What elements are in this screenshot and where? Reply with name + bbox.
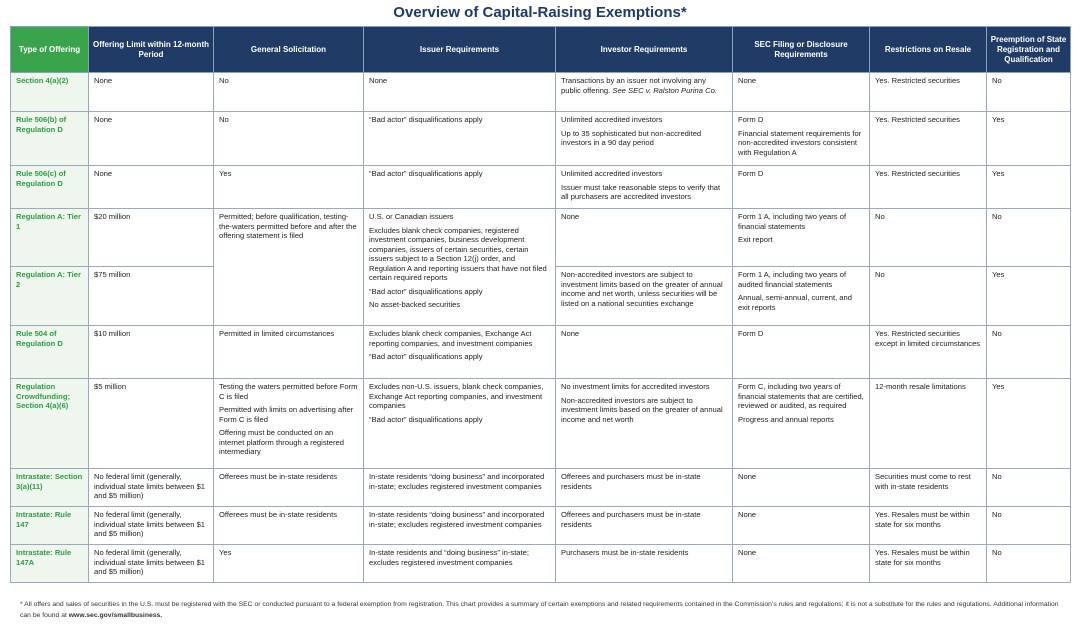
table-row <box>11 326 1071 379</box>
investor-cell: Non-accredited investors are subject to investment limits based on the greater of annual income and net worth, unless securities will be listed on a national securities exchange <box>556 267 733 326</box>
filing-cell: Form 1 A, including two years of audited financial statements Annual, semi-annual, current, and exit reports <box>733 267 870 326</box>
issuer-cell: In-state residents “doing business” and incorporated in-state; excludes registered investment companies <box>364 507 556 545</box>
filing-cell: Form C, including two years of financial statements that are certified, reviewed or audited, as required Progress and annual reports <box>733 379 870 469</box>
offering-name: Rule 506(c) of Regulation D <box>11 166 89 209</box>
investor-cell: Unlimited accredited investors Up to 35 sophisticated but non-accredited investors in a 90 day period <box>556 112 733 166</box>
preemption-cell: Yes <box>987 379 1071 469</box>
filing-cell: None <box>733 545 870 583</box>
case-citation: See SEC v. Ralston Purina Co. <box>612 85 717 95</box>
header-type-of-offering: Type of Offering <box>11 27 89 73</box>
header-offering-limit: Offering Limit within 12-month Period <box>89 27 214 73</box>
page-title: Overview of Capital-Raising Exemptions* <box>393 4 687 21</box>
offering-name: Intrastate: Rule 147A <box>11 545 89 583</box>
solicitation-cell: Offerees must be in-state residents <box>214 469 364 507</box>
offering-limit-cell: None <box>89 112 214 166</box>
resale-cell: Securities must come to rest with in-state residents <box>870 469 987 507</box>
preemption-cell: No <box>987 326 1071 379</box>
solicitation-cell: Offerees must be in-state residents <box>214 507 364 545</box>
preemption-cell: Yes <box>987 166 1071 209</box>
offering-limit-cell: $5 million <box>89 379 214 469</box>
preemption-cell: No <box>987 545 1071 583</box>
issuer-cell: “Bad actor” disqualifications apply <box>364 166 556 209</box>
header-restrictions-on-resale: Restrictions on Resale <box>870 27 987 73</box>
investor-cell: No investment limits for accredited investors Non-accredited investors are subject to investment limits based on the greater of annual income and net worth <box>556 379 733 469</box>
issuer-cell: Excludes blank check companies, Exchange Act reporting companies, and investment companies “Bad actor” disqualifications apply <box>364 326 556 379</box>
issuer-cell: “Bad actor” disqualifications apply <box>364 112 556 166</box>
header-general-solicitation: General Solicitation <box>214 27 364 73</box>
solicitation-cell: No <box>214 73 364 112</box>
offering-limit-cell: No federal limit (generally, individual state limits between $1 and $5 million) <box>89 545 214 583</box>
solicitation-cell: Yes <box>214 545 364 583</box>
issuer-cell: In-state residents and “doing business” in-state; excludes registered investment companies <box>364 545 556 583</box>
issuer-cell: Excludes non-U.S. issuers, blank check companies, Exchange Act reporting companies, and investment companies “Bad actor” disqualifications apply <box>364 379 556 469</box>
table-row <box>11 112 1071 166</box>
offering-limit-cell: $75 million <box>89 267 214 326</box>
filing-cell: None <box>733 469 870 507</box>
investor-cell: Transactions by an issuer not involving any public offering. See SEC v. Ralston Purina Co. <box>556 73 733 112</box>
resale-cell: Yes. Restricted securities <box>870 166 987 209</box>
table-row <box>11 379 1071 469</box>
header-preemption: Preemption of State Registration and Qualification <box>987 27 1071 73</box>
resale-cell: 12-month resale limitations <box>870 379 987 469</box>
offering-name: Regulation Crowdfunding; Section 4(a)(6) <box>11 379 89 469</box>
offering-name: Rule 506(b) of Regulation D <box>11 112 89 166</box>
table-row <box>11 545 1071 583</box>
preemption-cell: No <box>987 507 1071 545</box>
offering-name: Section 4(a)(2) <box>11 73 89 112</box>
solicitation-cell: Permitted; before qualification, testing-the-waters permitted before and after the offering statement is filed <box>214 209 364 326</box>
table-row <box>11 209 1071 267</box>
offering-name: Regulation A: Tier 2 <box>11 267 89 326</box>
table-row <box>11 469 1071 507</box>
investor-cell: Offerees and purchasers must be in-state residents <box>556 469 733 507</box>
offering-name: Rule 504 of Regulation D <box>11 326 89 379</box>
filing-cell: Form 1 A, including two years of financial statements Exit report <box>733 209 870 267</box>
offering-name: Intrastate: Rule 147 <box>11 507 89 545</box>
preemption-cell: Yes <box>987 267 1071 326</box>
solicitation-cell: No <box>214 112 364 166</box>
filing-cell: Form D <box>733 326 870 379</box>
offering-limit-cell: No federal limit (generally, individual state limits between $1 and $5 million) <box>89 469 214 507</box>
offering-limit-cell: None <box>89 73 214 112</box>
offering-limit-cell: No federal limit (generally, individual state limits between $1 and $5 million) <box>89 507 214 545</box>
small-business-link[interactable]: www.sec.gov/smallbusiness. <box>68 612 163 619</box>
solicitation-cell: Yes <box>214 166 364 209</box>
preemption-cell: No <box>987 209 1071 267</box>
preemption-cell: No <box>987 73 1071 112</box>
filing-cell: None <box>733 73 870 112</box>
issuer-cell: In-state residents “doing business” and incorporated in-state; excludes registered investment companies <box>364 469 556 507</box>
investor-cell: None <box>556 209 733 267</box>
resale-cell: Yes. Restricted securities except in limited circumstances <box>870 326 987 379</box>
header-issuer-requirements: Issuer Requirements <box>364 27 556 73</box>
issuer-cell: None <box>364 73 556 112</box>
preemption-cell: No <box>987 469 1071 507</box>
resale-cell: No <box>870 209 987 267</box>
offering-name: Intrastate: Section 3(a)(11) <box>11 469 89 507</box>
issuer-cell: U.S. or Canadian issuers Excludes blank check companies, registered investment companies, business development companies, issuers of certain securities, certain issuers subject to a Section 12(j) order, and Regulation A and reporting issuers that have not filed certain required reports “Bad actor” disqualifications apply No asset-backed securities <box>364 209 556 326</box>
preemption-cell: Yes <box>987 112 1071 166</box>
exemptions-table <box>10 26 1071 583</box>
offering-limit-cell: $10 million <box>89 326 214 379</box>
filing-cell: Form D Financial statement requirements for non-accredited investors consistent with Regulation A <box>733 112 870 166</box>
resale-cell: Yes. Resales must be within state for six months <box>870 545 987 583</box>
investor-cell: None <box>556 326 733 379</box>
investor-cell: Unlimited accredited investors Issuer must take reasonable steps to verify that all purchasers are accredited investors <box>556 166 733 209</box>
footnote-text: * All offers and sales of securities in the U.S. must be registered with the SEC or conducted pursuant to a federal exemption from registration. This chart provides a summary of certain exemptions and related requirements contained in the Commission’s rules and regulations; it is not a substitute for the rules and regulations. Additional information can be found at <box>20 601 1059 619</box>
solicitation-cell: Permitted in limited circumstances <box>214 326 364 379</box>
resale-cell: Yes. Resales must be within state for six months <box>870 507 987 545</box>
offering-limit-cell: $20 million <box>89 209 214 267</box>
resale-cell: Yes. Restricted securities <box>870 112 987 166</box>
table-row <box>11 507 1071 545</box>
filing-cell: Form D <box>733 166 870 209</box>
resale-cell: No <box>870 267 987 326</box>
table-row <box>11 166 1071 209</box>
solicitation-cell: Testing the waters permitted before Form C is filed Permitted with limits on advertising after Form C is filed Offering must be conducted on an internet platform through a registered intermediary <box>214 379 364 469</box>
investor-cell: Purchasers must be in-state residents <box>556 545 733 583</box>
header-investor-requirements: Investor Requirements <box>556 27 733 73</box>
header-sec-filing: SEC Filing or Disclosure Requirements <box>733 27 870 73</box>
offering-name: Regulation A: Tier 1 <box>11 209 89 267</box>
table-row <box>11 73 1071 112</box>
investor-cell: Offerees and purchasers must be in-state residents <box>556 507 733 545</box>
offering-limit-cell: None <box>89 166 214 209</box>
footnote <box>20 599 1065 621</box>
filing-cell: None <box>733 507 870 545</box>
header-row <box>11 27 1071 73</box>
resale-cell: Yes. Restricted securities <box>870 73 987 112</box>
